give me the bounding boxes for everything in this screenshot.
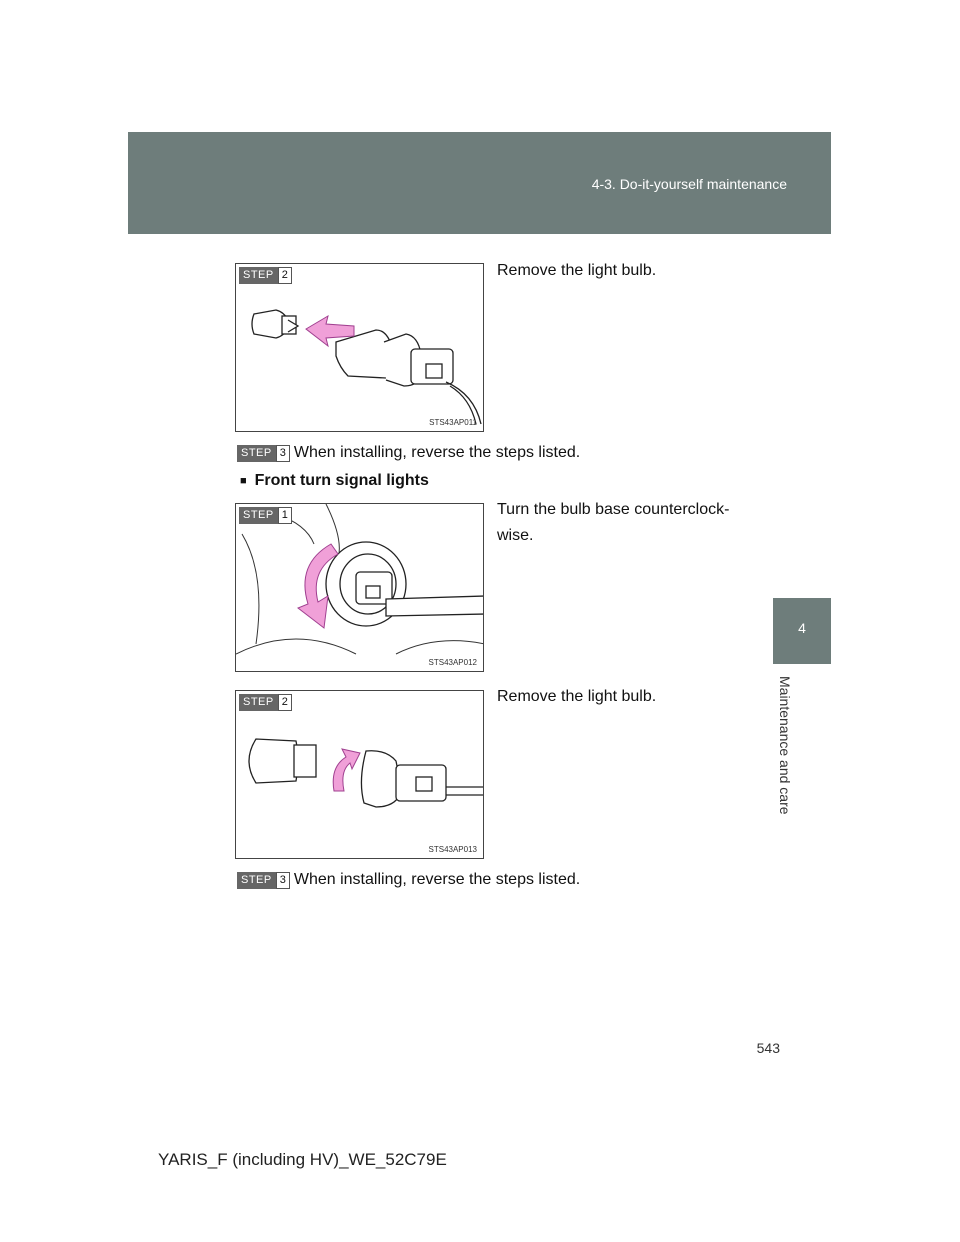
step-badge — [237, 872, 290, 889]
step-label: STEP — [239, 507, 278, 524]
figure-code: STS43AP011 — [429, 418, 477, 427]
step-label: STEP — [239, 694, 278, 711]
step-number: 2 — [278, 694, 292, 711]
step-number: 2 — [278, 267, 292, 284]
subheading-text: Front turn signal lights — [254, 472, 429, 489]
step-text: Remove the light bulb. — [497, 688, 657, 705]
install-step-text: When installing, reverse the steps listed. — [293, 444, 581, 461]
bulb-socket-illustration — [236, 264, 484, 432]
step-badge — [239, 507, 292, 524]
chapter-number: 4 — [798, 620, 806, 636]
step-label: STEP — [239, 267, 278, 284]
step-badge — [239, 267, 292, 284]
figure-code: STS43AP013 — [428, 845, 477, 854]
header-band — [128, 132, 831, 234]
install-step-row — [237, 444, 580, 462]
step-number: 3 — [276, 445, 290, 462]
step-text: Remove the light bulb. — [497, 262, 657, 279]
section-title: 4-3. Do-it-yourself maintenance — [591, 176, 787, 192]
step-badge — [239, 694, 292, 711]
step-text: Turn the bulb base counterclock-wise. — [497, 501, 730, 544]
bullet-icon: ■ — [240, 475, 247, 487]
step-label: STEP — [237, 445, 276, 462]
figure-remove-bulb-1 — [235, 263, 484, 432]
step-number: 3 — [276, 872, 290, 889]
chapter-label-text: Maintenance and care — [777, 675, 793, 815]
subheading-front-turn-signal — [240, 472, 429, 490]
figure-code: STS43AP012 — [428, 658, 477, 667]
figure-remove-bulb-2 — [235, 690, 484, 859]
page-number: 543 — [756, 1040, 780, 1056]
removal-arrow — [333, 749, 360, 791]
footer-code: YARIS_F (including HV)_WE_52C79E — [158, 1150, 447, 1169]
figure-turn-bulb-base — [235, 503, 484, 672]
install-step-row — [237, 871, 580, 889]
chapter-label — [770, 675, 800, 815]
socket-rotation-illustration — [236, 504, 484, 672]
step-badge — [237, 445, 290, 462]
step-label: STEP — [237, 872, 276, 889]
install-step-text: When installing, reverse the steps listed. — [293, 871, 581, 888]
bulb-removal-illustration — [236, 691, 484, 859]
chapter-tab — [773, 598, 831, 664]
step-number: 1 — [278, 507, 292, 524]
